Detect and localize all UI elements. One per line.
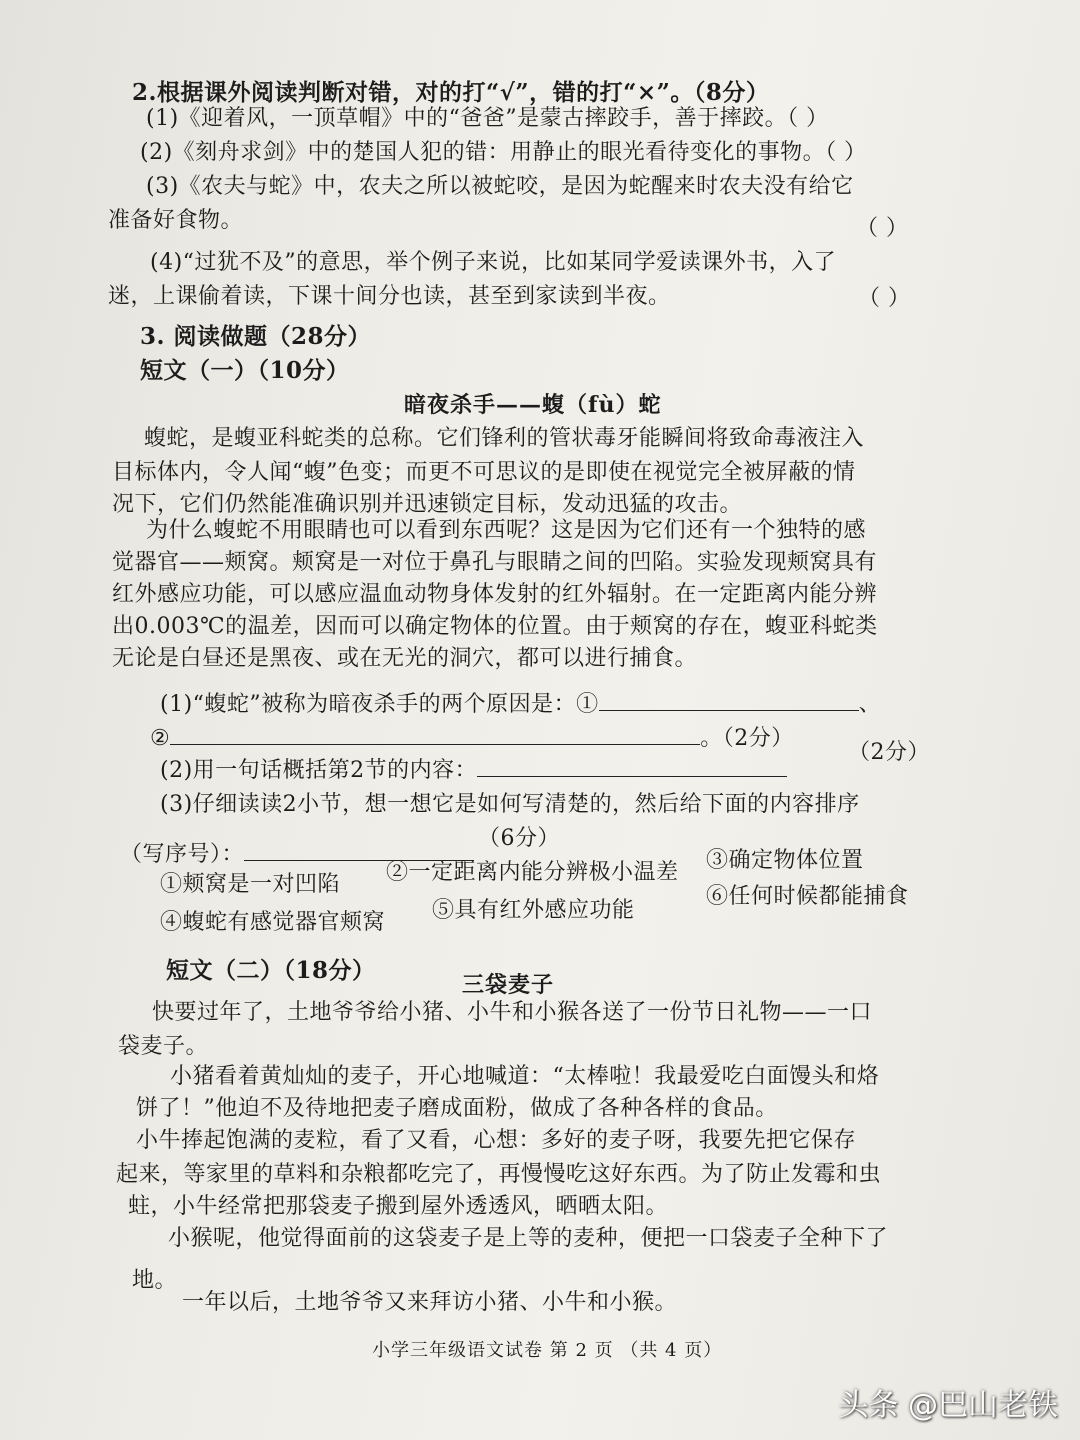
q2-item-4: (4)“过犹不及”的意思，举个例子来说，比如某同学爱读课外书，入了 [150,250,837,275]
p1-q1-score: 。（2分） [700,726,794,751]
option-1: ①颊窝是一对凹陷 [160,872,341,897]
p1-q1-prompt: (1)“蝮蛇”被称为暗夜杀手的两个原因是：① [160,692,599,717]
p1-q2-answer-blank[interactable] [477,756,787,777]
watermark: 头条 @巴山老铁 [838,1388,1058,1423]
p1-q3-label: （写序号）： [120,842,245,867]
q2-item-2: (2)《刻舟求剑》中的楚国人犯的错：用静止的眼光看待变化的事物。（ ） [140,140,867,165]
option-3: ③确定物体位置 [706,848,864,873]
passage1-line: 红外感应功能，可以感应温血动物身体发射的红外辐射。在一定距离内能分辨 [112,582,878,607]
passage1-line: 蝮蛇，是蝮亚科蛇类的总称。它们锋利的管状毒牙能瞬间将致命毒液注入 [144,426,865,451]
q2-item-3: (3)《农夫与蛇》中，农夫之所以被蛇咬，是因为蛇醒来时农夫没有给它 [146,174,854,199]
p1-q1-answer-blank-1[interactable] [599,690,859,711]
passage2-line: 小牛捧起饱满的麦粒，看了又看，心想：多好的麦子呀，我要先把它保存 [136,1128,857,1153]
option-6: ⑥任何时候都能捕食 [706,884,909,909]
p1-question-1 [160,690,881,720]
passage2-line: 袋麦子。 [118,1034,209,1059]
passage2-line: 小猴呢，他觉得面前的这袋麦子是上等的麦种，便把一口袋麦子全种下了 [168,1226,889,1251]
passage2-line: 蛀，小牛经常把那袋麦子搬到屋外透透风，晒晒太阳。 [128,1194,669,1219]
p1-question-3: (3)仔细读读2小节，想一想它是如何写清楚的，然后给下面的内容排序 [160,792,860,817]
q2-item-4-paren: （ ） [858,286,911,311]
p1-q1-circle-2: ② [150,726,171,751]
passage1-line: 觉器官——颊窝。颊窝是一对位于鼻孔与眼睛之间的凹陷。实验发现颊窝具有 [112,550,878,575]
passage1-line: 目标体内，令人闻“蝮”色变；而更不可思议的是即使在视觉完全被屏蔽的情 [112,460,856,485]
passage2-label: 短文（二）（18分） [166,957,376,984]
passage1-label: 短文（一）（10分） [140,357,350,384]
option-4: ④蝮蛇有感觉器官颊窝 [160,910,386,935]
p1-q1-separator: 、 [858,692,882,717]
p1-q3-score: （6分） [478,826,560,851]
p1-question-1-line2 [150,724,794,754]
option-5: ⑤具有红外感应功能 [432,898,635,923]
page-footer: 小学三年级语文试卷 第 2 页 （共 4 页） [372,1340,723,1361]
p1-question-2 [160,756,787,786]
option-2: ②一定距离内能分辨极小温差 [386,860,679,885]
passage2-line: 小猪看着黄灿灿的麦子，开心地喊道：“太棒啦！我最爱吃白面馒头和烙 [170,1064,880,1089]
passage2-line: 饼了！”他迫不及待地把麦子磨成面粉，做成了各种各样的食品。 [136,1096,778,1121]
passage2-line: 一年以后，土地爷爷又来拜访小猪、小牛和小猴。 [182,1290,678,1315]
q2-item-1: (1)《迎着风，一顶草帽》中的“爸爸”是蒙古摔跤手，善于摔跤。（ ） [146,106,829,131]
passage2-line: 快要过年了，土地爷爷给小猪、小牛和小猴各送了一份节日礼物——一口 [152,1000,873,1025]
passage1-line: 无论是白昼还是黑夜、或在无光的洞穴，都可以进行捕食。 [112,646,698,671]
passage2-title: 三袋麦子 [462,972,555,998]
passage2-line: 地。 [132,1268,178,1293]
q2-item-4-cont: 迷，上课偷着读，下课十间分也读，甚至到家读到半夜。 [108,284,671,309]
passage1-title: 暗夜杀手——蝮（fù）蛇 [404,392,662,418]
q2-item-3-cont: 准备好食物。 [108,208,244,233]
passage2-line: 起来，等家里的草料和杂粮都吃完了，再慢慢吃这好东西。为了防止发霉和虫 [116,1162,882,1187]
p1-q1-answer-blank-2[interactable] [170,724,700,745]
q2-heading: 2.根据课外阅读判断对错，对的打“√”，错的打“×”。（8分） [132,79,770,106]
passage1-line: 况下，它们仍然能准确识别并迅速锁定目标，发动迅猛的攻击。 [112,492,743,517]
p1-q2-score: （2分） [848,740,930,765]
q2-item-3-paren: （ ） [856,216,909,241]
passage1-line: 出0.003℃的温差，因而可以确定物体的位置。由于颊窝的存在，蝮亚科蛇类 [112,614,878,639]
q3-heading: 3. 阅读做题（28分） [140,323,372,350]
p1-q2-prompt: (2)用一句话概括第2节的内容： [160,758,478,783]
passage1-line: 为什么蝮蛇不用眼睛也可以看到东西呢？这是因为它们还有一个独特的感 [146,518,867,543]
